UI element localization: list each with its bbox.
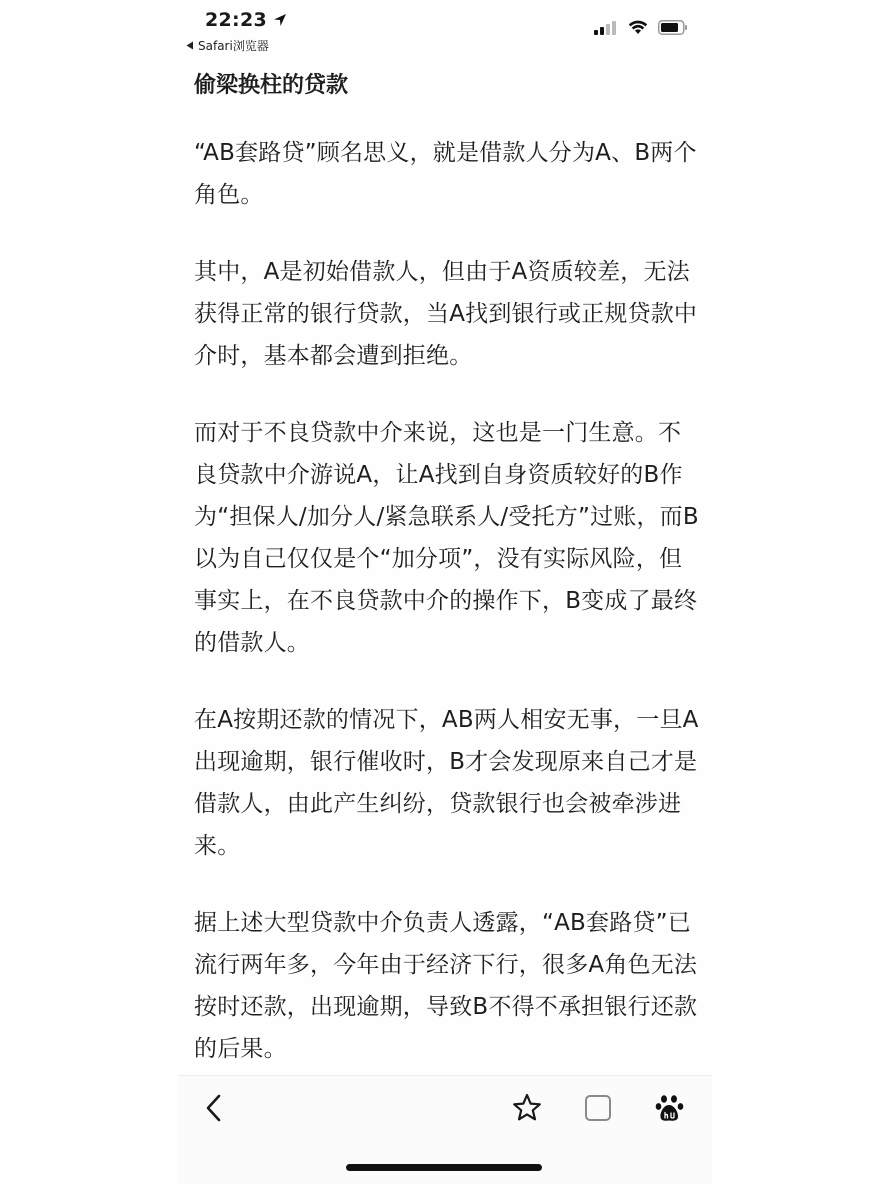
article-paragraph-1: “AB套路贷”顾名思义，就是借款人分为A、B两个角色。 (194, 140, 697, 208)
article-paragraph-2: 其中，A是初始借款人，但由于A资质较差，无法获得正常的银行贷款，当A找到银行或正规贷款中介时，基本都会遭到拒绝。 (194, 259, 698, 369)
article-title: 偷梁换柱的贷款 (194, 73, 349, 98)
star-icon (511, 1092, 543, 1124)
baidu-button[interactable] (652, 1090, 688, 1126)
battery-icon (658, 20, 688, 35)
phone-screen (178, 0, 712, 1183)
back-app-label: Safari浏览器 (198, 39, 269, 53)
back-button[interactable] (196, 1090, 232, 1126)
article-paragraph-5: 据上述大型贷款中介负责人透露，“AB套路贷”已流行两年多，今年由于经济下行，很多A角色无法按时还款，出现逾期，导致B不得不承担银行还款的后果。 (194, 910, 698, 1062)
status-indicators (594, 20, 688, 35)
status-bar (178, 0, 712, 60)
square-icon (584, 1094, 612, 1122)
cellular-signal-icon (594, 21, 618, 35)
article-paragraph-4: 在A按期还款的情况下，AB两人相安无事，一旦A出现逾期，银行催收时，B才会发现原来自己才是借款人，由此产生纠纷，贷款银行也会被牵涉进来。 (194, 707, 699, 859)
tabs-button[interactable] (580, 1090, 616, 1126)
back-to-app-link[interactable] (186, 37, 269, 54)
favorite-button[interactable] (509, 1090, 545, 1126)
home-indicator[interactable] (346, 1164, 542, 1171)
article-paragraph-3: 而对于不良贷款中介来说，这也是一门生意。不良贷款中介游说A，让A找到自身资质较好的B作为“担保人/加分人/紧急联系人/受托方”过账，而B以为自己仅仅是个“加分项”，没有实际风险，但事实上，在不良贷款中介的操作下，B变成了最终的借款人。 (194, 420, 699, 656)
browser-toolbar (178, 1075, 712, 1184)
chevron-left-icon (204, 1093, 224, 1123)
baidu-paw-icon (655, 1093, 685, 1123)
back-triangle-icon (186, 41, 194, 50)
status-time: 22:23 (205, 9, 267, 31)
status-time-group (205, 9, 288, 31)
article-content (194, 64, 699, 1105)
wifi-icon (628, 20, 648, 35)
location-arrow-icon (272, 12, 288, 28)
